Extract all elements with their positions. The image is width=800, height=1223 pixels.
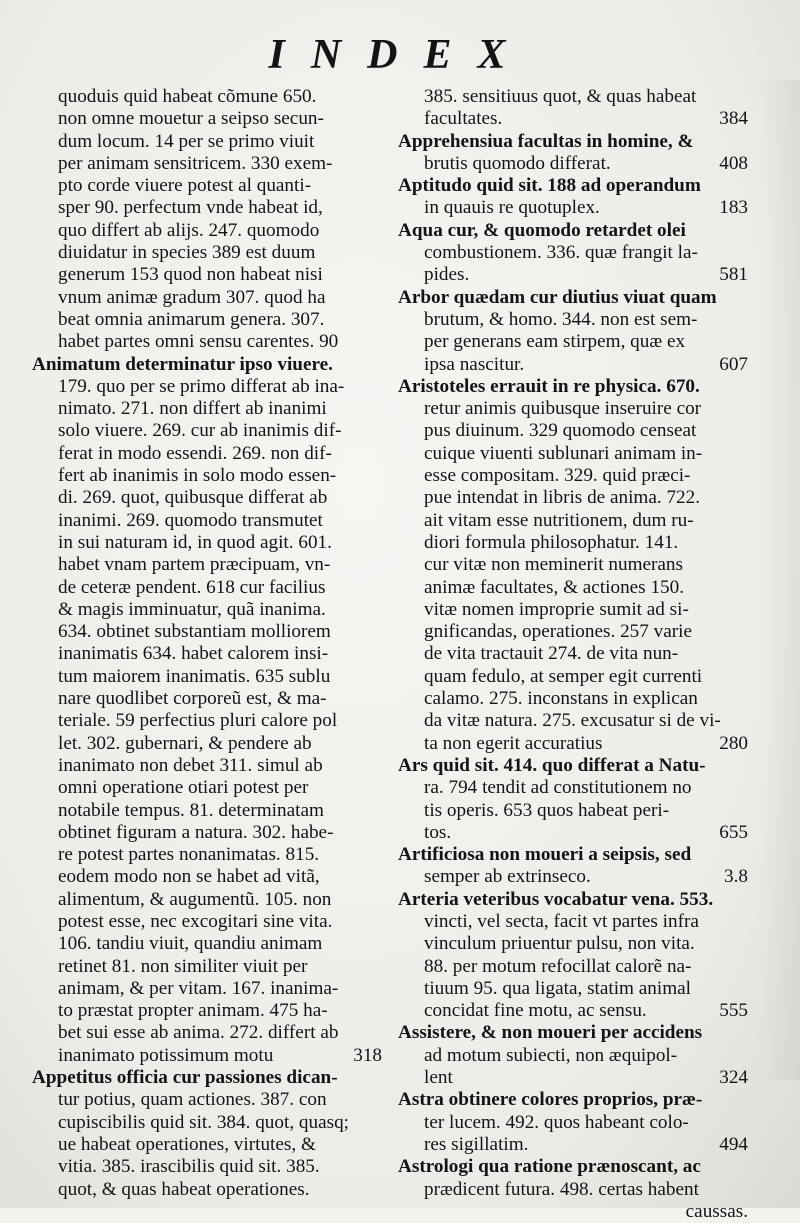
index-line <box>32 86 382 108</box>
index-line-text: semper ab extrinseco. <box>424 866 591 888</box>
index-entry-heading <box>32 1067 382 1089</box>
index-line <box>32 309 382 331</box>
index-line <box>32 131 382 153</box>
index-line <box>32 577 382 599</box>
index-line <box>32 688 382 710</box>
index-line <box>32 1089 382 1111</box>
index-line-text: facultates. <box>424 108 503 130</box>
index-line-text: Assistere, & non moueri per accidens <box>398 1022 703 1044</box>
index-line <box>32 822 382 844</box>
index-entry-heading <box>398 1156 748 1178</box>
index-entry-heading <box>32 354 382 376</box>
index-line-text: generum 153 quod non habeat nisi <box>58 264 323 286</box>
index-line-text: vinculum priuentur pulsu, non vita. <box>424 933 695 955</box>
index-line <box>398 666 748 688</box>
index-line <box>398 86 748 108</box>
index-line <box>398 1112 748 1134</box>
index-entry-heading <box>398 131 748 153</box>
index-line <box>398 420 748 442</box>
index-line-text: concidat fine motu, ac sensu. <box>424 1000 647 1022</box>
index-line-text: Ars quid sit. 414. quo differat a Natu- <box>398 754 706 776</box>
index-line <box>398 153 748 175</box>
index-line-text: sper 90. perfectum vnde habeat id, <box>58 197 323 219</box>
index-line-text: habet vnam partem præcipuam, vn- <box>58 554 331 576</box>
index-line <box>32 220 382 242</box>
index-line-text: ra. 794 tendit ad constitutionem no <box>424 777 692 799</box>
index-line-text: alimentum, & augumentũ. 105. non <box>58 888 332 910</box>
index-line-text: brutum, & homo. 344. non est sem- <box>424 308 698 330</box>
index-line <box>32 844 382 866</box>
index-line <box>32 376 382 398</box>
index-line <box>32 510 382 532</box>
index-line-text: ad motum subiecti, non æquipol- <box>424 1044 678 1066</box>
index-line <box>398 822 748 844</box>
index-line <box>32 643 382 665</box>
index-line-text: Aristoteles errauit in re physica. 670. <box>398 375 700 397</box>
index-line <box>32 978 382 1000</box>
index-line-text: ipsa nascitur. <box>424 353 525 375</box>
index-line <box>398 621 748 643</box>
index-line <box>32 175 382 197</box>
index-line-text: let. 302. gubernari, & pendere ab <box>58 732 312 754</box>
index-line <box>32 933 382 955</box>
index-line <box>32 889 382 911</box>
page-reference: 581 <box>719 264 748 286</box>
index-line <box>398 108 748 130</box>
index-line <box>398 777 748 799</box>
index-line <box>32 911 382 933</box>
index-line <box>398 443 748 465</box>
index-line <box>32 398 382 420</box>
index-line <box>32 800 382 822</box>
index-line-text: tiuum 95. qua ligata, statim animal <box>424 977 691 999</box>
index-line-text: notabile tempus. 81. determinatam <box>58 799 324 821</box>
index-line <box>32 487 382 509</box>
index-line <box>32 866 382 888</box>
index-line-text: cupiscibilis quid sit. 384. quot, quasq; <box>58 1111 350 1133</box>
index-entry-heading <box>398 1089 748 1111</box>
index-line <box>398 956 748 978</box>
index-line-text: 179. quo per se primo differat ab ina- <box>58 375 345 397</box>
index-line-text: vincti, vel secta, facit vt partes infra <box>424 910 699 932</box>
index-line-text: non omne mouetur a seipso secun- <box>58 108 324 130</box>
index-line <box>32 1045 382 1067</box>
index-line <box>398 398 748 420</box>
index-line <box>32 710 382 732</box>
index-line-text: bet sui esse ab anima. 272. differt ab <box>58 1022 339 1044</box>
index-line-text: in quauis re quotuplex. <box>424 197 600 219</box>
index-line-text: animæ facultates, & actiones 150. <box>424 576 685 598</box>
index-line-text: eodem modo non se habet ad vitã, <box>58 866 320 888</box>
index-line-text: pides. <box>424 264 470 286</box>
index-line <box>398 264 748 286</box>
index-entry-heading <box>398 844 748 866</box>
index-line <box>32 733 382 755</box>
index-line <box>32 1022 382 1044</box>
page-reference: 655 <box>719 821 748 843</box>
index-line <box>32 287 382 309</box>
page-reference: 607 <box>719 353 748 375</box>
index-entry-heading <box>398 1022 748 1044</box>
index-line <box>398 933 748 955</box>
index-line-text: animam, & per vitam. 167. inanima- <box>58 977 339 999</box>
index-line-text: tis operis. 653 quos habeat peri- <box>424 799 670 821</box>
index-line <box>398 643 748 665</box>
index-line <box>32 108 382 130</box>
index-line-text: inanimato non debet 311. simul ab <box>58 754 323 776</box>
index-line-text: Arteria veteribus vocabatur vena. 553. <box>398 888 714 910</box>
index-line-text: Arbor quædam cur diutius viuat quam <box>398 286 717 308</box>
index-line <box>32 599 382 621</box>
index-line <box>398 1134 748 1156</box>
index-line <box>398 911 748 933</box>
index-line <box>398 465 748 487</box>
index-line-text: & magis imminuatur, quã inanima. <box>58 598 326 620</box>
index-entry-heading <box>398 755 748 777</box>
index-line <box>32 1179 382 1201</box>
index-line-text: Apprehensiua facultas in homine, & <box>398 130 694 152</box>
index-line <box>398 1067 748 1089</box>
index-line-text: obtinet figuram a natura. 302. habe- <box>58 821 334 843</box>
page-edge-shadow <box>760 80 800 1080</box>
index-line <box>398 1179 748 1201</box>
index-line <box>32 1156 382 1178</box>
index-line-text: per generans eam stirpem, quæ ex <box>424 331 686 353</box>
index-line <box>398 577 748 599</box>
index-line <box>398 978 748 1000</box>
index-entry-heading <box>398 889 748 911</box>
page-reference: 324 <box>719 1067 748 1089</box>
index-line-text: inanimato potissimum motu <box>58 1044 274 1066</box>
index-line <box>32 755 382 777</box>
index-line-text: vitæ nomen improprie sumit ad si- <box>424 598 689 620</box>
index-line-text: quot, & quas habeat operationes. <box>58 1178 310 1200</box>
index-line <box>32 264 382 286</box>
index-line <box>398 532 748 554</box>
index-line-text: to præstat propter animam. 475 ha- <box>58 1000 328 1022</box>
index-line <box>32 443 382 465</box>
index-line-text: pus diuinum. 329 quomodo censeat <box>424 420 697 442</box>
index-line-text: pue intendat in libris de anima. 722. <box>424 487 701 509</box>
index-line-text: quoduis quid habeat cõmune 650. <box>58 86 317 107</box>
index-line-text: ferat in modo essendi. 269. non dif- <box>58 442 332 464</box>
index-line-text: Appetitus officia cur passiones dican- <box>32 1067 338 1089</box>
index-line-text: Aqua cur, & quomodo retardet olei <box>398 219 686 241</box>
index-line <box>32 420 382 442</box>
index-line-text: diori formula philosophatur. 141. <box>424 531 679 553</box>
index-line-text: da vitæ natura. 275. excusatur si de vi- <box>424 710 721 732</box>
index-line <box>32 621 382 643</box>
index-line <box>398 688 748 710</box>
index-line <box>398 354 748 376</box>
index-line-text: 88. per motum refocillat calorẽ na- <box>424 955 692 977</box>
index-line-text: retur animis quibusque inseruire cor <box>424 398 702 420</box>
index-line <box>32 666 382 688</box>
index-line-text: nimato. 271. non differt ab inanimi <box>58 398 327 420</box>
index-line-text: re potest partes nonanimatas. 815. <box>58 844 320 866</box>
index-line-text: lent <box>424 1067 453 1089</box>
index-line-text: potest esse, nec excogitari sine vita. <box>58 910 333 932</box>
index-line <box>398 1000 748 1022</box>
index-line <box>32 1112 382 1134</box>
index-line-text: combustionem. 336. quæ frangit la- <box>424 242 698 264</box>
index-entry-heading <box>398 376 748 398</box>
page-reference: 318 <box>353 1044 382 1066</box>
index-line <box>398 554 748 576</box>
page-reference: 3.8 <box>724 866 748 888</box>
index-line-text: nare quodlibet corporeũ est, & ma- <box>58 688 327 710</box>
index-line <box>32 197 382 219</box>
index-line <box>32 554 382 576</box>
index-line-text: 106. tandiu viuit, quandiu animam <box>58 933 323 955</box>
index-line-text: tum maiorem inanimatis. 635 sublu <box>58 665 331 687</box>
page-title: INDEX <box>268 32 532 78</box>
index-line-text: quam fedulo, at semper egit currenti <box>424 665 703 687</box>
index-line-text: per animam sensitricem. 330 exem- <box>58 152 333 174</box>
index-line-text: inanimatis 634. habet calorem insi- <box>58 643 329 665</box>
index-line <box>32 532 382 554</box>
index-line <box>398 1045 748 1067</box>
index-line <box>398 487 748 509</box>
index-line <box>32 331 382 353</box>
page-reference: 494 <box>719 1133 748 1155</box>
index-line <box>398 733 748 755</box>
index-line <box>32 1000 382 1022</box>
index-line-text: vnum animæ gradum 307. quod ha <box>58 286 326 308</box>
index-line-text: teriale. 59 perfectius pluri calore pol <box>58 710 338 732</box>
index-line <box>32 1134 382 1156</box>
page-reference: 280 <box>719 732 748 754</box>
index-entry-heading <box>398 175 748 197</box>
index-line <box>32 777 382 799</box>
page-reference: 183 <box>719 197 748 219</box>
index-line-text: vitia. 385. irascibilis quid sit. 385. <box>58 1156 320 1178</box>
index-column-right <box>398 86 748 1223</box>
index-line-text: calamo. 275. inconstans in explican <box>424 688 698 710</box>
index-line <box>398 1201 748 1223</box>
index-line-text: inanimi. 269. quomodo transmutet <box>58 509 323 531</box>
index-line-text: ait vitam esse nutritionem, dum ru- <box>424 509 694 531</box>
index-entry-heading <box>398 220 748 242</box>
index-line <box>398 242 748 264</box>
index-line <box>398 800 748 822</box>
index-line-text: Animatum determinatur ipso viuere. <box>32 353 333 375</box>
index-line <box>398 866 748 888</box>
index-line-text: diuidatur in species 389 est duum <box>58 242 316 264</box>
index-line-text: tur potius, quam actiones. 387. con <box>58 1089 327 1111</box>
index-line-text: cuique viuenti sublunari animam in- <box>424 442 703 464</box>
index-line <box>398 599 748 621</box>
index-line-text: res sigillatim. <box>424 1133 529 1155</box>
index-line-text: tos. <box>424 821 452 843</box>
index-line-text: di. 269. quot, quibusque differat ab <box>58 487 328 509</box>
index-line-text: prædicent futura. 498. certas habent <box>424 1178 699 1200</box>
index-line-text: gnificandas, operationes. 257 varie <box>424 621 692 643</box>
index-line-text: esse compositam. 329. quid præci- <box>424 465 691 487</box>
index-line-text: omni operatione otiari potest per <box>58 777 309 799</box>
index-line <box>32 242 382 264</box>
index-line-text: ter lucem. 492. quos habeant colo- <box>424 1111 689 1133</box>
index-line-text: Aptitudo quid sit. 188 ad operandum <box>398 175 701 197</box>
index-line-text: pto corde viuere potest al quanti- <box>58 175 312 197</box>
page-reference: 384 <box>719 108 748 130</box>
index-line-text: Astra obtinere colores proprios, præ- <box>398 1089 703 1111</box>
index-line-text: 634. obtinet substantiam molliorem <box>58 621 331 643</box>
index-line-text: cur vitæ non meminerit numerans <box>424 554 683 576</box>
index-line-text: ta non egerit accuratius <box>424 732 603 754</box>
index-line <box>398 331 748 353</box>
index-line-text: de vita tractauit 274. de vita nun- <box>424 643 679 665</box>
page-reference: 555 <box>719 1000 748 1022</box>
index-line-text: de ceteræ pendent. 618 cur facilius <box>58 576 326 598</box>
index-line <box>398 710 748 732</box>
index-line <box>32 465 382 487</box>
index-line-text: brutis quomodo differat. <box>424 152 611 174</box>
index-line <box>32 153 382 175</box>
index-line <box>398 510 748 532</box>
index-entry-heading <box>398 287 748 309</box>
index-line-text: Astrologi qua ratione prænoscant, ac <box>398 1156 701 1178</box>
index-line-text: Artificiosa non moueri a seipsis, sed <box>398 844 692 866</box>
index-line-text: quo differt ab alijs. 247. quomodo <box>58 219 320 241</box>
index-line-text: in sui naturam id, in quod agit. 601. <box>58 531 332 553</box>
index-column-left <box>32 86 382 1201</box>
index-line-text: habet partes omni sensu carentes. 90 <box>58 331 339 353</box>
index-line-text: dum locum. 14 per se primo viuit <box>58 130 315 152</box>
index-line-text: solo viuere. 269. cur ab inanimis dif- <box>58 420 342 442</box>
index-line-text: caussas. <box>685 1200 748 1222</box>
index-line <box>398 309 748 331</box>
index-line-text: beat omnia animarum genera. 307. <box>58 308 325 330</box>
index-line <box>398 197 748 219</box>
index-line <box>32 956 382 978</box>
page-reference: 408 <box>719 152 748 174</box>
index-line-text: retinet 81. non similiter viuit per <box>58 955 308 977</box>
index-line-text: ue habeat operationes, virtutes, & <box>58 1133 316 1155</box>
index-line-text: fert ab inanimis in solo modo essen- <box>58 465 337 487</box>
index-line-text: 385. sensitiuus quot, & quas habeat <box>424 86 697 107</box>
